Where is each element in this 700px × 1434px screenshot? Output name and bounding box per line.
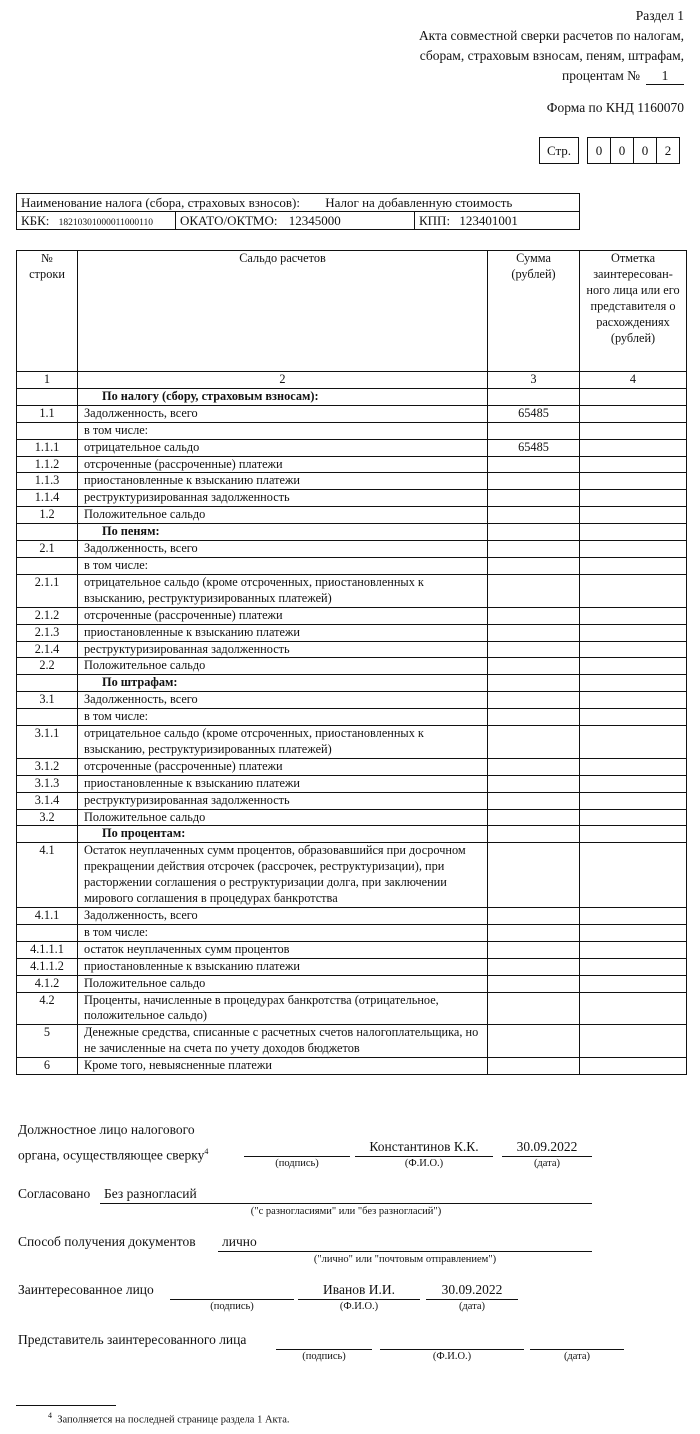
- page-digit: 0: [634, 138, 657, 164]
- receipt-caption: ("лично" или "почтовым отправлением"): [313, 1254, 497, 1265]
- table-row: [17, 507, 687, 524]
- row-mark: [580, 709, 687, 726]
- section-row: [17, 524, 687, 541]
- row-number: 3.1.1: [17, 726, 78, 759]
- table-row: [17, 992, 687, 1025]
- row-mark: [580, 422, 687, 439]
- okato-cell: [176, 212, 415, 230]
- row-mark: [580, 557, 687, 574]
- row-description: Положительное сальдо: [78, 658, 488, 675]
- row-mark: [580, 826, 687, 843]
- row-sum: [488, 692, 580, 709]
- row-mark: [580, 775, 687, 792]
- caption-signature: (подпись): [302, 1351, 346, 1362]
- row-description: Денежные средства, списанные с расчетных счетов налогоплательщика, но не зачисленные на счета по учету доходов бюджетов: [78, 1025, 488, 1058]
- official-label-line-1: Должностное лицо налогового: [18, 1122, 195, 1137]
- row-sum: [488, 941, 580, 958]
- caption-fio: (Ф.И.О.): [404, 1158, 444, 1169]
- table-row: [17, 958, 687, 975]
- act-number-label: процентам №: [561, 68, 640, 83]
- receipt-value: лично: [222, 1234, 257, 1249]
- page-digit: 2: [657, 138, 680, 164]
- row-number: 1.1: [17, 405, 78, 422]
- row-sum: [488, 607, 580, 624]
- kpp-value: 123401001: [459, 212, 518, 228]
- row-number: 2.1.4: [17, 641, 78, 658]
- row-mark: [580, 607, 687, 624]
- row-mark: [580, 758, 687, 775]
- row-mark: [580, 792, 687, 809]
- row-number: 3.1.2: [17, 758, 78, 775]
- tax-name-row: [17, 194, 580, 212]
- caption-signature: (подпись): [275, 1158, 319, 1169]
- act-title-line-1: Акта совместной сверки расчетов по налогам,: [418, 28, 684, 43]
- agreed-label: Согласовано: [18, 1186, 91, 1201]
- row-number: [17, 388, 78, 405]
- row-sum: [488, 473, 580, 490]
- row-mark: [580, 439, 687, 456]
- footnote: [48, 1411, 290, 1426]
- row-number: [17, 709, 78, 726]
- page-digit: 0: [611, 138, 634, 164]
- row-description: остаток неуплаченных сумм процентов: [78, 941, 488, 958]
- row-description: отсроченные (рассроченные) платежи: [78, 456, 488, 473]
- table-row: [17, 490, 687, 507]
- row-sum: [488, 709, 580, 726]
- section-row: [17, 675, 687, 692]
- row-description: Задолженность, всего: [78, 908, 488, 925]
- row-description: Кроме того, невыясненные платежи: [78, 1058, 488, 1075]
- table-row: [17, 473, 687, 490]
- row-sum: [488, 574, 580, 607]
- kpp-label: КПП:: [419, 212, 451, 228]
- interested-label: Заинтересованное лицо: [18, 1282, 154, 1297]
- row-mark: [580, 524, 687, 541]
- footnote-number: 4: [48, 1411, 52, 1420]
- table-row: [17, 1058, 687, 1075]
- row-description: Задолженность, всего: [78, 541, 488, 558]
- caption-date: (дата): [533, 1158, 561, 1169]
- official-name: Константинов К.К.: [369, 1139, 479, 1154]
- row-number: 1.1.1: [17, 439, 78, 456]
- row-mark: [580, 692, 687, 709]
- row-mark: [580, 675, 687, 692]
- row-mark: [580, 1058, 687, 1075]
- row-sum: [488, 541, 580, 558]
- table-row: [17, 439, 687, 456]
- row-number: 1.2: [17, 507, 78, 524]
- row-sum: [488, 641, 580, 658]
- row-sum: [488, 675, 580, 692]
- row-number: 2.2: [17, 658, 78, 675]
- row-number: 6: [17, 1058, 78, 1075]
- section-label: Раздел 1: [635, 8, 684, 23]
- official-label-line-2: органа, осуществляющее сверку$^4$: [18, 1147, 209, 1163]
- row-sum: [488, 758, 580, 775]
- section-row: [17, 388, 687, 405]
- row-description: в том числе:: [78, 924, 488, 941]
- receipt-line[interactable]: [218, 1251, 592, 1252]
- row-description: приостановленные к взысканию платежи: [78, 624, 488, 641]
- row-description: По пеням:: [78, 524, 488, 541]
- agreed-line[interactable]: [100, 1203, 592, 1204]
- row-number: 1.1.2: [17, 456, 78, 473]
- tax-name-value: Налог на добавленную стоимость: [325, 194, 513, 210]
- row-mark: [580, 490, 687, 507]
- settlement-table: [16, 250, 687, 1075]
- row-number: 2.1.2: [17, 607, 78, 624]
- row-mark: [580, 405, 687, 422]
- table-row: [17, 541, 687, 558]
- official-label: [18, 1119, 208, 1167]
- row-description: приостановленные к взысканию платежи: [78, 775, 488, 792]
- row-description: По процентам:: [78, 826, 488, 843]
- row-number: 1.1.3: [17, 473, 78, 490]
- row-description: Задолженность, всего: [78, 692, 488, 709]
- row-description: отсроченные (рассроченные) платежи: [78, 607, 488, 624]
- table-row: [17, 709, 687, 726]
- row-description: приостановленные к взысканию платежи: [78, 473, 488, 490]
- row-mark: [580, 541, 687, 558]
- official-fio-line[interactable]: [355, 1156, 493, 1157]
- table-row: [17, 658, 687, 675]
- row-sum: [488, 809, 580, 826]
- table-row: [17, 607, 687, 624]
- row-sum: [488, 958, 580, 975]
- row-sum: [488, 422, 580, 439]
- row-description: реструктуризированная задолженность: [78, 792, 488, 809]
- row-mark: [580, 473, 687, 490]
- row-sum: [488, 924, 580, 941]
- page-digit: 0: [588, 138, 611, 164]
- row-mark: [580, 975, 687, 992]
- table-row: [17, 924, 687, 941]
- act-number: 1: [646, 68, 684, 85]
- footnote-ref: 4: [204, 1147, 209, 1156]
- okato-value: 12345000: [288, 212, 341, 228]
- row-description: в том числе:: [78, 709, 488, 726]
- row-number: 4.1.1.2: [17, 958, 78, 975]
- row-sum: [488, 658, 580, 675]
- row-sum: [488, 1058, 580, 1075]
- caption-fio: (Ф.И.О.): [432, 1351, 472, 1362]
- row-description: отрицательное сальдо (кроме отсроченных, приостановленных к взысканию, реструктуризированных платежей): [78, 574, 488, 607]
- row-number: 2.1.1: [17, 574, 78, 607]
- row-description: реструктуризированная задолженность: [78, 490, 488, 507]
- row-description: в том числе:: [78, 557, 488, 574]
- tax-name-label: Наименование налога (сбора, страховых взносов):: [21, 194, 300, 210]
- table-row: [17, 405, 687, 422]
- row-number: 4.1: [17, 843, 78, 908]
- tax-info: [16, 193, 580, 230]
- row-number: [17, 924, 78, 941]
- row-description: По налогу (сбору, страховым взносам):: [78, 388, 488, 405]
- row-description: отрицательное сальдо: [78, 439, 488, 456]
- row-mark: [580, 726, 687, 759]
- section-row: [17, 826, 687, 843]
- row-sum: [488, 507, 580, 524]
- header-saldo: Сальдо расчетов: [78, 251, 488, 372]
- row-description: Остаток неуплаченных сумм процентов, образовавшийся при досрочном прекращении действия отсрочек (рассрочек, реструктуризации), при расторжении соглашения о реструктуризации долга, при заключении мирового соглашения в процедурах банкротства: [78, 843, 488, 908]
- caption-date: (дата): [563, 1351, 591, 1362]
- row-mark: [580, 908, 687, 925]
- row-description: отсроченные (рассроченные) платежи: [78, 758, 488, 775]
- row-sum: 65485: [488, 405, 580, 422]
- row-number: [17, 524, 78, 541]
- interested-fio-line[interactable]: [298, 1299, 420, 1300]
- row-mark: [580, 843, 687, 908]
- table-row: [17, 557, 687, 574]
- row-number: 4.1.1: [17, 908, 78, 925]
- representative-date-line[interactable]: [530, 1349, 624, 1350]
- footnote-divider: [16, 1405, 116, 1406]
- table-row: [17, 758, 687, 775]
- row-number: 4.2: [17, 992, 78, 1025]
- row-sum: [488, 1025, 580, 1058]
- row-description: приостановленные к взысканию платежи: [78, 958, 488, 975]
- interested-name: Иванов И.И.: [323, 1282, 395, 1297]
- table-row: [17, 975, 687, 992]
- table-row: [17, 422, 687, 439]
- row-sum: [488, 388, 580, 405]
- act-title-line-3: [364, 66, 684, 86]
- table-row: [17, 809, 687, 826]
- official-date-line[interactable]: [502, 1156, 592, 1157]
- header-mark: Отметка заинтересован-ного лица или его представителя о расхождениях (рублей): [580, 251, 687, 372]
- header-row-number: № строки: [17, 251, 78, 372]
- okato-label: ОКАТО/ОКТМО:: [180, 212, 278, 228]
- row-sum: [488, 524, 580, 541]
- page-label: Стр.: [540, 138, 579, 164]
- row-mark: [580, 941, 687, 958]
- row-description: Проценты, начисленные в процедурах банкротства (отрицательное, положительное сальдо): [78, 992, 488, 1025]
- row-number: 3.2: [17, 809, 78, 826]
- row-mark: [580, 456, 687, 473]
- row-number: 3.1: [17, 692, 78, 709]
- row-mark: [580, 388, 687, 405]
- row-number: 4.1.2: [17, 975, 78, 992]
- row-description: Положительное сальдо: [78, 975, 488, 992]
- official-date: 30.09.2022: [516, 1139, 578, 1154]
- section-header: [364, 6, 684, 86]
- row-sum: [488, 843, 580, 908]
- row-sum: 65485: [488, 439, 580, 456]
- table-row: [17, 775, 687, 792]
- row-number: 2.1: [17, 541, 78, 558]
- column-number: 4: [580, 372, 687, 389]
- form-code: Форма по КНД 1160070: [546, 100, 684, 115]
- row-mark: [580, 924, 687, 941]
- row-mark: [580, 574, 687, 607]
- column-number: 1: [17, 372, 78, 389]
- representative-label: Представитель заинтересованного лица: [18, 1332, 247, 1347]
- agreed-caption: ("с разногласиями" или "без разногласий"): [250, 1206, 442, 1217]
- row-sum: [488, 557, 580, 574]
- row-number: 2.1.3: [17, 624, 78, 641]
- column-number: 2: [78, 372, 488, 389]
- kbk-value: 18210301000011000110: [58, 217, 153, 228]
- row-mark: [580, 809, 687, 826]
- table-row: [17, 1025, 687, 1058]
- row-number: 1.1.4: [17, 490, 78, 507]
- row-mark: [580, 507, 687, 524]
- caption-date: (дата): [458, 1301, 486, 1312]
- table-row: [17, 792, 687, 809]
- table-row: [17, 726, 687, 759]
- kbk-label: КБК:: [21, 212, 50, 228]
- row-sum: [488, 908, 580, 925]
- interested-date: 30.09.2022: [441, 1282, 503, 1297]
- kbk-cell: [17, 212, 176, 230]
- row-number: [17, 826, 78, 843]
- table-row: [17, 456, 687, 473]
- row-mark: [580, 641, 687, 658]
- row-number: [17, 557, 78, 574]
- table-row: [17, 908, 687, 925]
- row-sum: [488, 992, 580, 1025]
- row-sum: [488, 490, 580, 507]
- row-mark: [580, 658, 687, 675]
- interested-signature-line[interactable]: [170, 1299, 294, 1300]
- row-number: 4.1.1.1: [17, 941, 78, 958]
- row-mark: [580, 624, 687, 641]
- page-number-box: [539, 137, 680, 164]
- row-description: Положительное сальдо: [78, 809, 488, 826]
- row-sum: [488, 975, 580, 992]
- table-row: [17, 624, 687, 641]
- representative-fio-line[interactable]: [380, 1349, 524, 1350]
- row-sum: [488, 792, 580, 809]
- row-sum: [488, 775, 580, 792]
- official-signature-line[interactable]: [244, 1156, 350, 1157]
- row-mark: [580, 958, 687, 975]
- row-number: 5: [17, 1025, 78, 1058]
- interested-date-line[interactable]: [426, 1299, 518, 1300]
- act-title-line-2: сборам, страховым взносам, пеням, штрафам,: [419, 48, 684, 63]
- caption-signature: (подпись): [210, 1301, 254, 1312]
- row-description: По штрафам:: [78, 675, 488, 692]
- representative-signature-line[interactable]: [276, 1349, 372, 1350]
- row-description: в том числе:: [78, 422, 488, 439]
- row-description: Положительное сальдо: [78, 507, 488, 524]
- row-sum: [488, 726, 580, 759]
- agreed-value: Без разногласий: [104, 1186, 197, 1201]
- row-sum: [488, 456, 580, 473]
- table-row: [17, 692, 687, 709]
- receipt-label: Способ получения документов: [18, 1234, 196, 1249]
- row-number: 3.1.3: [17, 775, 78, 792]
- row-sum: [488, 624, 580, 641]
- row-number: 3.1.4: [17, 792, 78, 809]
- table-row: [17, 574, 687, 607]
- row-mark: [580, 1025, 687, 1058]
- column-number: 3: [488, 372, 580, 389]
- row-number: [17, 422, 78, 439]
- header-sum: Сумма (рублей): [488, 251, 580, 372]
- kpp-cell: [415, 212, 580, 230]
- footnote-text: Заполняется на последней странице раздела 1 Акта.: [57, 1414, 290, 1426]
- caption-fio: (Ф.И.О.): [339, 1301, 379, 1312]
- table-row: [17, 843, 687, 908]
- row-description: отрицательное сальдо (кроме отсроченных, приостановленных к взысканию, реструктуризированных платежей): [78, 726, 488, 759]
- row-mark: [580, 992, 687, 1025]
- row-sum: [488, 826, 580, 843]
- table-row: [17, 641, 687, 658]
- row-number: [17, 675, 78, 692]
- table-row: [17, 941, 687, 958]
- row-description: реструктуризированная задолженность: [78, 641, 488, 658]
- row-description: Задолженность, всего: [78, 405, 488, 422]
